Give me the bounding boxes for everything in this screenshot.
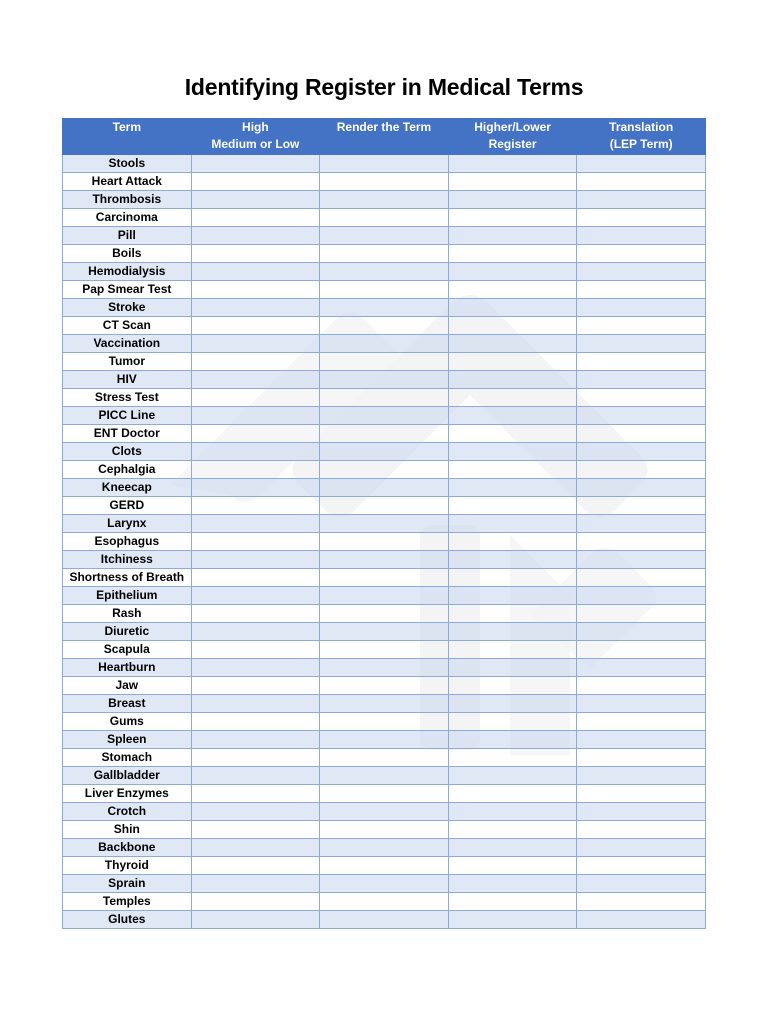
translation-cell[interactable] (577, 533, 706, 551)
higher-lower-cell[interactable] (448, 371, 577, 389)
translation-cell[interactable] (577, 245, 706, 263)
higher-lower-cell[interactable] (448, 443, 577, 461)
term-cell: ENT Doctor (63, 425, 192, 443)
register-level-cell[interactable] (191, 623, 320, 641)
higher-lower-cell[interactable] (448, 173, 577, 191)
render-term-cell[interactable] (320, 911, 449, 929)
term-cell: Stroke (63, 299, 192, 317)
register-level-cell[interactable] (191, 263, 320, 281)
table-row (63, 425, 706, 443)
document-title: Identifying Register in Medical Terms (184, 74, 584, 100)
register-table (62, 118, 706, 929)
translation-cell[interactable] (577, 227, 706, 245)
term-cell: Spleen (63, 731, 192, 749)
translation-cell[interactable] (577, 281, 706, 299)
term-cell: Pill (63, 227, 192, 245)
translation-cell[interactable] (577, 389, 706, 407)
term-cell: Carcinoma (63, 209, 192, 227)
register-level-cell[interactable] (191, 731, 320, 749)
render-term-cell[interactable] (320, 443, 449, 461)
translation-cell[interactable] (577, 353, 706, 371)
term-cell: Gums (63, 713, 192, 731)
higher-lower-cell[interactable] (448, 677, 577, 695)
higher-lower-cell[interactable] (448, 785, 577, 803)
term-cell: Sprain (63, 875, 192, 893)
render-term-cell[interactable] (320, 587, 449, 605)
register-level-cell[interactable] (191, 299, 320, 317)
register-level-cell[interactable] (191, 713, 320, 731)
register-level-cell[interactable] (191, 911, 320, 929)
table-row (63, 641, 706, 659)
higher-lower-cell[interactable] (448, 911, 577, 929)
register-level-cell[interactable] (191, 749, 320, 767)
header-render-term (320, 119, 449, 155)
table-row (63, 839, 706, 857)
translation-cell[interactable] (577, 731, 706, 749)
table-row (63, 353, 706, 371)
render-term-cell[interactable] (320, 299, 449, 317)
register-level-cell[interactable] (191, 857, 320, 875)
higher-lower-cell[interactable] (448, 263, 577, 281)
header-term (63, 119, 192, 155)
header-translation-line1: Translation (609, 120, 674, 134)
render-term-cell[interactable] (320, 677, 449, 695)
header-translation (577, 119, 706, 155)
render-term-cell[interactable] (320, 353, 449, 371)
term-cell: Backbone (63, 839, 192, 857)
header-higher-lower-line2: Register (488, 137, 537, 151)
table-row (63, 587, 706, 605)
render-term-cell[interactable] (320, 623, 449, 641)
higher-lower-cell[interactable] (448, 245, 577, 263)
register-level-cell[interactable] (191, 191, 320, 209)
translation-cell[interactable] (577, 713, 706, 731)
translation-cell[interactable] (577, 173, 706, 191)
register-level-cell[interactable] (191, 785, 320, 803)
translation-cell[interactable] (577, 803, 706, 821)
higher-lower-cell[interactable] (448, 479, 577, 497)
register-level-cell[interactable] (191, 641, 320, 659)
higher-lower-cell[interactable] (448, 821, 577, 839)
table-row (63, 299, 706, 317)
render-term-cell[interactable] (320, 893, 449, 911)
render-term-cell[interactable] (320, 155, 449, 173)
table-row (63, 209, 706, 227)
register-level-cell[interactable] (191, 245, 320, 263)
term-cell: Pap Smear Test (63, 281, 192, 299)
table-row (63, 551, 706, 569)
translation-cell[interactable] (577, 317, 706, 335)
translation-cell[interactable] (577, 893, 706, 911)
register-level-cell[interactable] (191, 695, 320, 713)
table-row (63, 605, 706, 623)
translation-cell[interactable] (577, 461, 706, 479)
translation-cell[interactable] (577, 407, 706, 425)
translation-cell[interactable] (577, 155, 706, 173)
render-term-cell[interactable] (320, 173, 449, 191)
higher-lower-cell[interactable] (448, 209, 577, 227)
table-row (63, 155, 706, 173)
table-row (63, 533, 706, 551)
translation-cell[interactable] (577, 695, 706, 713)
translation-cell[interactable] (577, 911, 706, 929)
render-term-cell[interactable] (320, 425, 449, 443)
render-term-cell[interactable] (320, 659, 449, 677)
higher-lower-cell[interactable] (448, 425, 577, 443)
register-level-cell[interactable] (191, 875, 320, 893)
higher-lower-cell[interactable] (448, 749, 577, 767)
register-level-cell[interactable] (191, 389, 320, 407)
render-term-cell[interactable] (320, 695, 449, 713)
higher-lower-cell[interactable] (448, 407, 577, 425)
translation-cell[interactable] (577, 209, 706, 227)
higher-lower-cell[interactable] (448, 299, 577, 317)
table-row (63, 263, 706, 281)
header-term-label: Term (112, 120, 142, 134)
render-term-cell[interactable] (320, 407, 449, 425)
higher-lower-cell[interactable] (448, 839, 577, 857)
term-cell: Esophagus (63, 533, 192, 551)
term-cell: Larynx (63, 515, 192, 533)
term-cell: Thrombosis (63, 191, 192, 209)
render-term-cell[interactable] (320, 335, 449, 353)
register-level-cell[interactable] (191, 425, 320, 443)
table-row (63, 731, 706, 749)
table-row (63, 191, 706, 209)
translation-cell[interactable] (577, 587, 706, 605)
term-cell: Tumor (63, 353, 192, 371)
translation-cell[interactable] (577, 839, 706, 857)
higher-lower-cell[interactable] (448, 497, 577, 515)
register-level-cell[interactable] (191, 173, 320, 191)
render-term-cell[interactable] (320, 533, 449, 551)
higher-lower-cell[interactable] (448, 857, 577, 875)
render-term-cell[interactable] (320, 821, 449, 839)
register-level-cell[interactable] (191, 443, 320, 461)
translation-cell[interactable] (577, 425, 706, 443)
translation-cell[interactable] (577, 443, 706, 461)
term-cell: Stomach (63, 749, 192, 767)
render-term-cell[interactable] (320, 605, 449, 623)
render-term-cell[interactable] (320, 227, 449, 245)
higher-lower-cell[interactable] (448, 713, 577, 731)
register-level-cell[interactable] (191, 209, 320, 227)
register-level-cell[interactable] (191, 407, 320, 425)
higher-lower-cell[interactable] (448, 803, 577, 821)
register-level-cell[interactable] (191, 677, 320, 695)
render-term-cell[interactable] (320, 497, 449, 515)
translation-cell[interactable] (577, 263, 706, 281)
table-row (63, 893, 706, 911)
higher-lower-cell[interactable] (448, 731, 577, 749)
render-term-cell[interactable] (320, 767, 449, 785)
render-term-cell[interactable] (320, 839, 449, 857)
table-row (63, 281, 706, 299)
translation-cell[interactable] (577, 371, 706, 389)
render-term-cell[interactable] (320, 461, 449, 479)
table-row (63, 659, 706, 677)
term-cell: Scapula (63, 641, 192, 659)
term-cell: Heart Attack (63, 173, 192, 191)
term-cell: Glutes (63, 911, 192, 929)
table-row (63, 515, 706, 533)
term-cell: Itchiness (63, 551, 192, 569)
term-cell: Crotch (63, 803, 192, 821)
term-cell: Clots (63, 443, 192, 461)
render-term-cell[interactable] (320, 281, 449, 299)
header-render-term-label: Render the Term (336, 120, 432, 134)
render-term-cell[interactable] (320, 317, 449, 335)
term-cell: Stools (63, 155, 192, 173)
translation-cell[interactable] (577, 605, 706, 623)
render-term-cell[interactable] (320, 389, 449, 407)
table-row (63, 173, 706, 191)
register-level-cell[interactable] (191, 479, 320, 497)
register-level-cell[interactable] (191, 839, 320, 857)
term-cell: Cephalgia (63, 461, 192, 479)
register-level-cell[interactable] (191, 317, 320, 335)
register-level-cell[interactable] (191, 281, 320, 299)
term-cell: Epithelium (63, 587, 192, 605)
render-term-cell[interactable] (320, 641, 449, 659)
render-term-cell[interactable] (320, 857, 449, 875)
register-level-cell[interactable] (191, 821, 320, 839)
term-cell: Rash (63, 605, 192, 623)
header-translation-line2: (LEP Term) (609, 137, 673, 151)
header-register-level-line1: High (242, 120, 269, 134)
render-term-cell[interactable] (320, 713, 449, 731)
render-term-cell[interactable] (320, 875, 449, 893)
header-register-level (191, 119, 320, 155)
term-cell: Shortness of Breath (63, 569, 192, 587)
render-term-cell[interactable] (320, 785, 449, 803)
header-higher-lower-line1: Higher/Lower (474, 120, 551, 134)
register-level-cell[interactable] (191, 155, 320, 173)
register-level-cell[interactable] (191, 803, 320, 821)
render-term-cell[interactable] (320, 245, 449, 263)
term-cell: PICC Line (63, 407, 192, 425)
table-row (63, 443, 706, 461)
higher-lower-cell[interactable] (448, 389, 577, 407)
render-term-cell[interactable] (320, 569, 449, 587)
term-cell: Breast (63, 695, 192, 713)
render-term-cell[interactable] (320, 479, 449, 497)
higher-lower-cell[interactable] (448, 875, 577, 893)
higher-lower-cell[interactable] (448, 695, 577, 713)
register-level-cell[interactable] (191, 893, 320, 911)
higher-lower-cell[interactable] (448, 353, 577, 371)
header-register-level-line2: Medium or Low (211, 137, 300, 151)
table-row (63, 227, 706, 245)
table-row (63, 749, 706, 767)
term-cell: HIV (63, 371, 192, 389)
translation-cell[interactable] (577, 875, 706, 893)
table-row (63, 713, 706, 731)
term-cell: CT Scan (63, 317, 192, 335)
table-row (63, 335, 706, 353)
render-term-cell[interactable] (320, 803, 449, 821)
table-header-row (63, 119, 706, 155)
register-level-cell[interactable] (191, 497, 320, 515)
translation-cell[interactable] (577, 749, 706, 767)
higher-lower-cell[interactable] (448, 641, 577, 659)
register-level-cell[interactable] (191, 515, 320, 533)
render-term-cell[interactable] (320, 551, 449, 569)
table-row (63, 677, 706, 695)
header-higher-lower (448, 119, 577, 155)
render-term-cell[interactable] (320, 749, 449, 767)
term-cell: Vaccination (63, 335, 192, 353)
higher-lower-cell[interactable] (448, 335, 577, 353)
term-cell: Kneecap (63, 479, 192, 497)
register-level-cell[interactable] (191, 659, 320, 677)
higher-lower-cell[interactable] (448, 767, 577, 785)
higher-lower-cell[interactable] (448, 587, 577, 605)
table-row (63, 479, 706, 497)
register-level-cell[interactable] (191, 551, 320, 569)
render-term-cell[interactable] (320, 191, 449, 209)
term-cell: Liver Enzymes (63, 785, 192, 803)
term-cell: Shin (63, 821, 192, 839)
higher-lower-cell[interactable] (448, 569, 577, 587)
term-cell: Boils (63, 245, 192, 263)
register-level-cell[interactable] (191, 587, 320, 605)
higher-lower-cell[interactable] (448, 317, 577, 335)
translation-cell[interactable] (577, 659, 706, 677)
term-cell: Thyroid (63, 857, 192, 875)
translation-cell[interactable] (577, 335, 706, 353)
register-level-cell[interactable] (191, 335, 320, 353)
translation-cell[interactable] (577, 677, 706, 695)
table-row (63, 821, 706, 839)
table-row (63, 911, 706, 929)
table-row (63, 623, 706, 641)
translation-cell[interactable] (577, 479, 706, 497)
render-term-cell[interactable] (320, 209, 449, 227)
translation-cell[interactable] (577, 299, 706, 317)
table-row (63, 461, 706, 479)
table-row (63, 767, 706, 785)
render-term-cell[interactable] (320, 515, 449, 533)
table-row (63, 857, 706, 875)
table-row (63, 389, 706, 407)
register-level-cell[interactable] (191, 371, 320, 389)
translation-cell[interactable] (577, 191, 706, 209)
register-level-cell[interactable] (191, 605, 320, 623)
term-cell: GERD (63, 497, 192, 515)
register-level-cell[interactable] (191, 533, 320, 551)
table-row (63, 245, 706, 263)
table-row (63, 695, 706, 713)
higher-lower-cell[interactable] (448, 893, 577, 911)
higher-lower-cell[interactable] (448, 191, 577, 209)
higher-lower-cell[interactable] (448, 461, 577, 479)
render-term-cell[interactable] (320, 263, 449, 281)
higher-lower-cell[interactable] (448, 281, 577, 299)
register-level-cell[interactable] (191, 227, 320, 245)
table-row (63, 497, 706, 515)
higher-lower-cell[interactable] (448, 659, 577, 677)
term-cell: Jaw (63, 677, 192, 695)
table-row (63, 803, 706, 821)
render-term-cell[interactable] (320, 371, 449, 389)
translation-cell[interactable] (577, 785, 706, 803)
higher-lower-cell[interactable] (448, 515, 577, 533)
higher-lower-cell[interactable] (448, 623, 577, 641)
higher-lower-cell[interactable] (448, 227, 577, 245)
term-cell: Heartburn (63, 659, 192, 677)
translation-cell[interactable] (577, 623, 706, 641)
term-cell: Diuretic (63, 623, 192, 641)
translation-cell[interactable] (577, 515, 706, 533)
term-cell: Temples (63, 893, 192, 911)
term-cell: Stress Test (63, 389, 192, 407)
translation-cell[interactable] (577, 569, 706, 587)
register-level-cell[interactable] (191, 767, 320, 785)
translation-cell[interactable] (577, 641, 706, 659)
table-row (63, 875, 706, 893)
register-level-cell[interactable] (191, 461, 320, 479)
table-row (63, 317, 706, 335)
translation-cell[interactable] (577, 551, 706, 569)
translation-cell[interactable] (577, 497, 706, 515)
table-row (63, 407, 706, 425)
table-body (63, 155, 706, 929)
table-row (63, 785, 706, 803)
translation-cell[interactable] (577, 821, 706, 839)
higher-lower-cell[interactable] (448, 533, 577, 551)
table-row (63, 371, 706, 389)
translation-cell[interactable] (577, 857, 706, 875)
term-cell: Hemodialysis (63, 263, 192, 281)
register-level-cell[interactable] (191, 353, 320, 371)
table-row (63, 569, 706, 587)
render-term-cell[interactable] (320, 731, 449, 749)
term-cell: Gallbladder (63, 767, 192, 785)
higher-lower-cell[interactable] (448, 155, 577, 173)
higher-lower-cell[interactable] (448, 551, 577, 569)
higher-lower-cell[interactable] (448, 605, 577, 623)
register-level-cell[interactable] (191, 569, 320, 587)
translation-cell[interactable] (577, 767, 706, 785)
